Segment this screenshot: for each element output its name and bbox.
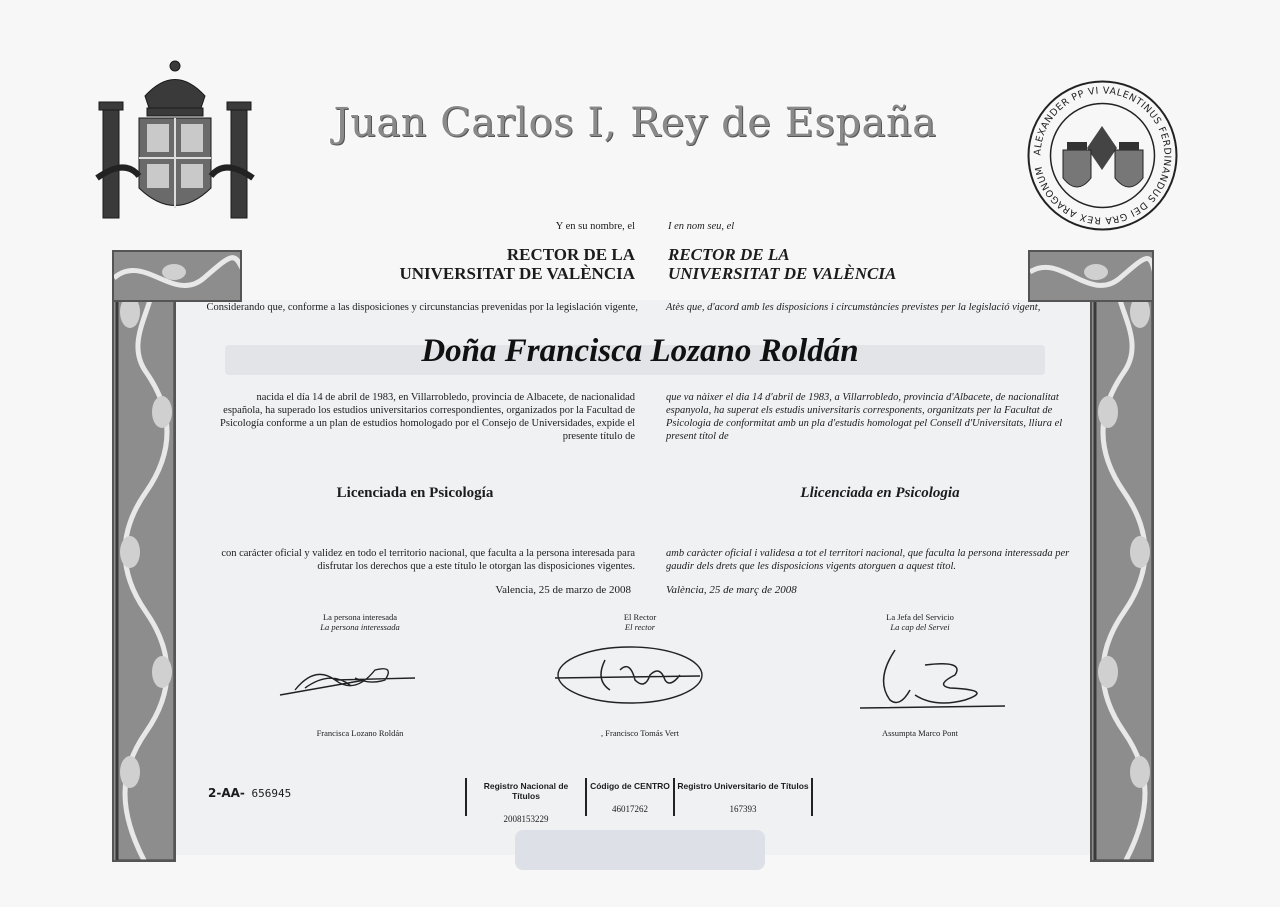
- registry-national: [465, 778, 587, 824]
- degree-title-ca: Llicenciada en Psicologia: [800, 485, 960, 501]
- role-ca: La persona interessada: [320, 622, 400, 632]
- signatory-role-rector: [570, 612, 710, 632]
- signatory-role-interested: [290, 612, 430, 632]
- vine-ornament-top-left: [114, 252, 242, 302]
- rector-ca-line1: RECTOR DE LA: [668, 245, 790, 264]
- university-seal-icon: [1025, 78, 1180, 233]
- vine-ornament-right: [1092, 252, 1154, 862]
- role-ca: El rector: [624, 622, 656, 632]
- signatory-name-interested: Francisca Lozano Roldán: [316, 728, 404, 738]
- birth-paragraph-ca: que va nàixer el dia 14 d'abril de 1983, a Villarrobledo, provincia d'Albacete, de nacionalitat espanyola, ha superat els estudis universitaris corresponents, organitzats per la Facultat de Psicologia de conformitat amb un pla d'estudis homologat pel Consell d'Universitats, lliura el present títol de: [666, 392, 1063, 442]
- signatory-role-head: [850, 612, 990, 632]
- intro-ca: I en nom seu, el: [668, 221, 735, 232]
- registry-value: 2008153229: [503, 814, 549, 824]
- right-ornamental-frame: [1090, 250, 1154, 862]
- diploma-serial: [208, 786, 291, 800]
- validity-paragraph-es: con carácter oficial y validez en todo el territorio nacional, que faculta a la persona interesada para disfrutar los derechos que a este título le otorgan las disposiciones vigentes.: [221, 548, 635, 572]
- serial-number: 656945: [251, 787, 292, 800]
- validity-paragraph-ca: amb caràcter oficial i validesa a tot el territori nacional, que faculta la persona interessada per gaudir dels drets que les disposicions vigents atorguen a aquest títol.: [666, 548, 1070, 572]
- registry-value: 46017262: [612, 804, 648, 814]
- role-es: El Rector: [623, 612, 657, 622]
- recipient-name: Doña Francisca Lozano Roldán: [421, 333, 859, 369]
- signature-head-of-service: [855, 640, 1015, 715]
- signatory-name-head: Assumpta Marco Pont: [881, 728, 959, 738]
- considering-ca: Atès que, d'acord amb les disposicions i circumstàncies previstes per la legislació vigent,: [666, 302, 1041, 313]
- role-es: La persona interesada: [322, 612, 398, 622]
- vine-ornament-top-right: [1030, 252, 1154, 302]
- spain-coat-of-arms-icon: [95, 58, 255, 223]
- registry-university: [673, 778, 813, 816]
- rector-es-line1: RECTOR DE LA: [506, 245, 635, 264]
- registry-centre-code: [585, 778, 675, 816]
- degree-title-es: Licenciada en Psicología: [336, 485, 494, 501]
- rector-title-ca: [668, 245, 896, 283]
- registry-value: 167393: [729, 804, 757, 814]
- registry-label: Registro Universitario de Títulos: [677, 781, 809, 791]
- seal-legend: ALEXANDER PP VI VALENTINUS FERDINANDUS DEI GRA REX ARAGONUM: [1032, 85, 1173, 226]
- rector-title-es: [330, 245, 635, 283]
- top-left-frame-cap: [112, 250, 242, 302]
- issue-date-es: Valencia, 25 de marzo de 2008: [495, 584, 631, 596]
- rector-ca-line2: UNIVERSITAT DE VALÈNCIA: [668, 264, 897, 283]
- rector-es-line2: UNIVERSITAT DE VALÈNCIA: [399, 264, 635, 283]
- role-es: La Jefa del Servicio: [886, 612, 954, 622]
- background-plate-bottom: [515, 830, 765, 870]
- intro-es: Y en su nombre, el: [555, 221, 635, 232]
- serial-prefix: 2-AA-: [208, 786, 245, 800]
- signature-rector: [550, 640, 710, 710]
- registry-label: Registro Nacional de Títulos: [483, 781, 569, 801]
- birth-paragraph-es: nacida el día 14 de abril de 1983, en Villarrobledo, provincia de Albacete, de nacionalidad española, ha superado los estudios universitarios correspondientes, organizados por la Facultad de Psicología conforme a un plan de estudios homologado por el Consejo de Universidades, expide el presente título de: [220, 392, 635, 442]
- considering-es: Considerando que, conforme a las disposiciones y circunstancias prevenidas por la legislación vigente,: [206, 302, 638, 313]
- registry-label: Código de CENTRO: [590, 781, 670, 791]
- signatory-name-rector: , Francisco Tomás Vert: [601, 728, 679, 738]
- issue-date-ca: València, 25 de març de 2008: [666, 584, 797, 596]
- role-ca: La cap del Servei: [890, 622, 950, 632]
- background-wash: [175, 300, 1095, 855]
- sovereign-title: Juan Carlos I, Rey de España: [333, 100, 937, 146]
- left-ornamental-frame: [112, 250, 176, 862]
- vine-ornament-left: [114, 252, 176, 862]
- signature-interested: [275, 650, 425, 700]
- top-right-frame-cap: [1028, 250, 1154, 302]
